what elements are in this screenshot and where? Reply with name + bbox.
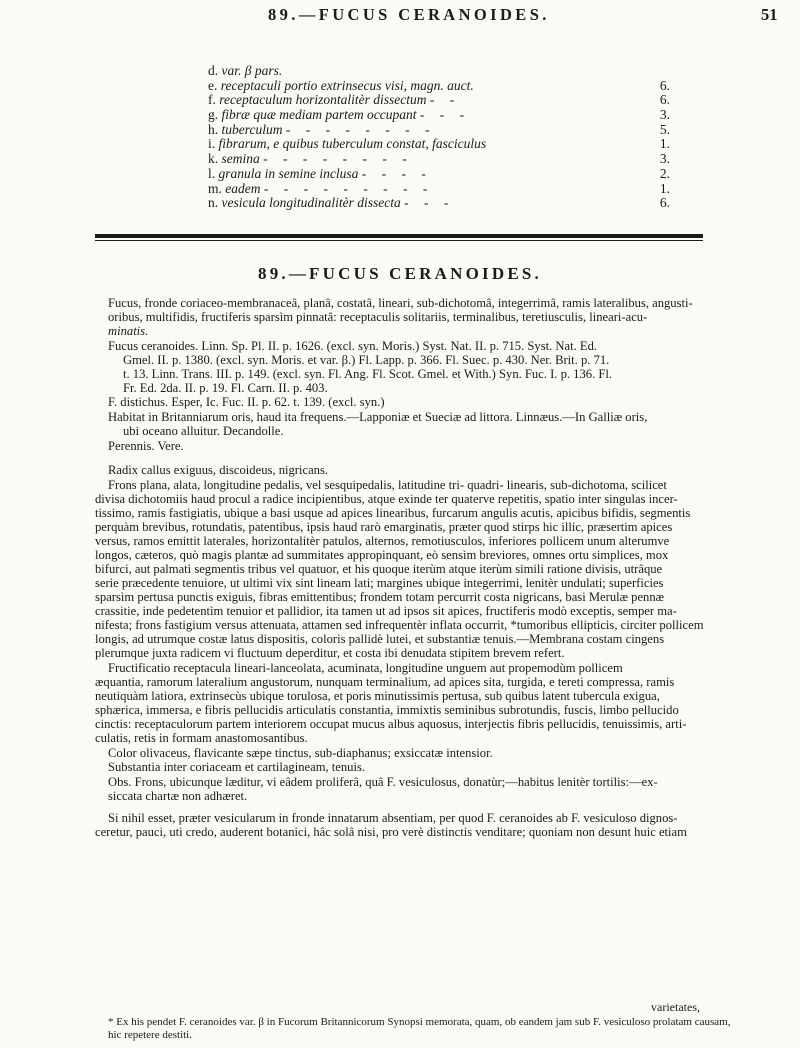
text-line: sparsìm pertusa punctis exiguis, fibras emittentibus; frondem totam percurrit costa nigricans, basi Merulæ pennæ xyxy=(95,590,665,604)
running-header xyxy=(0,3,800,31)
text-line: Si nihil esset, præter vesicularum in fronde innatarum absentiam, per quod F. ceranoides ab F. vesiculoso dignos- xyxy=(108,811,678,825)
key-item: k. semina - - - - - - - - 3. xyxy=(208,151,670,167)
text-line: Fructificatio receptacula lineari-lanceolata, acuminata, longitudine unguem aut propemodùm pollicem xyxy=(108,661,623,675)
text-line: ceretur, pauci, uti credo, auderent botanici, hâc solâ nisi, pro verè distinctis venditare; quoniam non desunt huic etiam xyxy=(95,825,687,839)
catchword: varietates, xyxy=(651,1000,700,1014)
text-line: crassitie, inde pedetentìm tenuior et pallidior, ita tamen ut ad ipsos sit apices, fructiferis modò exceptis, semper ma- xyxy=(95,604,677,618)
key-item: h. tuberculum - - - - - - - - 5. xyxy=(208,121,670,137)
footnote-line: * Ex his pendet F. ceranoides var. β in Fucorum Britannicorum Synopsi memorata, quam, ob eandem jam sub F. vesiculoso prolatam causam, xyxy=(108,1016,731,1028)
text-line: bifurci, aut palmati segmentis tribus vel quatuor, et his quoque iterùm atque iterùm simili ratione divisis, utrâque xyxy=(95,562,663,576)
text-line: ubi oceano alluitur. Decandolle. xyxy=(123,424,284,438)
footnote-line: hic repetere destiti. xyxy=(108,1029,192,1041)
text-line: Fr. Ed. 2da. II. p. 19. Fl. Carn. II. p. 403. xyxy=(123,381,328,395)
text-line: Frons plana, alata, longitudine pedalis, vel sesquipedalis, latitudine tri- quadri- linearis, sub-dichotoma, scilicet xyxy=(108,478,667,492)
text-line: plerumque juxta radicem vi fluctuum deperditur, et costa ibi denudata stipitem brevem refert. xyxy=(95,646,565,660)
key-item: m. eadem - - - - - - - - - 1. xyxy=(208,180,670,196)
text-line: Color olivaceus, flavicante sæpe tinctus, sub-diaphanus; exsiccatæ intensior. xyxy=(108,746,493,760)
text-line: Fucus, fronde coriaceo-membranaceâ, planâ, costatâ, lineari, sub-dichotomâ, integerrimâ, ramis lateralibus, angusti- xyxy=(108,296,693,310)
text-line: t. 13. Linn. Trans. III. p. 149. (excl. syn. Fl. Ang. Fl. Scot. Gmel. et With.) Syn. Fuc. I. p. 136. Fl. xyxy=(123,367,613,381)
text-line: F. distichus. Esper, Ic. Fuc. II. p. 62. t. 139. (excl. syn.) xyxy=(108,395,385,409)
text-line: Fucus ceranoides. Linn. Sp. Pl. II. p. 1626. (excl. syn. Moris.) Syst. Nat. II. p. 715. Syst. Nat. Ed. xyxy=(108,339,598,353)
text-line: sphærica, immersa, e fibris pellucidis articulatis constantia, immixtis seminibus subrotundis, fuscis, limbo pellucido xyxy=(95,703,679,717)
text-line: versus, ramos emittit laterales, horizontalitèr patulos, alternos, remotiusculos, inferiores pollicem unum alterumve xyxy=(95,534,670,548)
key-item: g. fibræ quæ mediam partem occupant - - - 3. xyxy=(208,107,670,123)
key-item: l. granula in semine inclusa - - - - 2. xyxy=(208,165,670,181)
key-item: n. vesicula longitudinalitèr dissecta - - - 6. xyxy=(208,195,670,211)
text-line: minatis. xyxy=(108,324,149,338)
section-title: 89.—FUCUS CERANOIDES. xyxy=(258,264,542,283)
text-line: neutiquàm latiora, extrinsecùs ubique torulosa, et poris minutissimis pertusa, sub quibus latent tubercula exigua, xyxy=(95,689,660,703)
plate-key-list xyxy=(208,64,668,211)
thick-divider-rule xyxy=(95,234,703,238)
key-item: d. var. β pars. xyxy=(208,63,283,78)
text-line: Obs. Frons, ubicunque læditur, vi eâdem proliferâ, quâ F. vesiculosus, donatùr;—habitus lenitèr tortilis:—ex- xyxy=(108,775,658,789)
text-line: culatis, retis in formam anastomosantibus. xyxy=(95,731,308,745)
key-item: i. fibrarum, e quibus tuberculum constat, fasciculus 1. xyxy=(208,136,670,152)
page-number: 51 xyxy=(761,5,778,24)
text-line: tissimo, ramis fastigiatis, ubique a basi usque ad apices linearibus, furcarum angulis acutis, apicibus bifidis, segmentis xyxy=(95,506,691,520)
text-line: Substantia inter coriaceam et cartilagineam, tenuis. xyxy=(108,760,366,774)
key-item: f. receptaculum horizontalitèr dissectum - - 6. xyxy=(208,92,670,108)
text-line: Habitat in Britanniarum oris, haud ita frequens.—Lapponiæ et Sueciæ ad littora. Linnæus.—In Galliæ oris, xyxy=(108,410,648,424)
text-line: cinctis: receptaculorum partem interiorem occupat mucus albus aquosus, interjectis fibris pellucidis, tenuissimis, arti- xyxy=(95,717,687,731)
text-line: divisa dichotomiis haud procul a radice incipientibus, atque exinde ter quaterve repetitis, spatio inter singulas incer- xyxy=(95,492,678,506)
text-line: perquàm brevibus, rotundatis, patentibus, ipsis haud rarò emarginatis, præter quod stirps hic illic, præsertim apices xyxy=(95,520,673,534)
text-line: longis, ad utrumque costæ latus dispositis, coloris pallidè lutei, et substantiæ tenuis.—Membrana costam cingens xyxy=(95,632,665,646)
text-line: oribus, multifidis, fructiferis sparsìm pinnatâ: receptaculis solitariis, terminalibus, teretiusculis, lineari-acu- xyxy=(108,310,648,324)
text-line: Perennis. Vere. xyxy=(108,439,184,453)
text-line: æquantia, ramorum lateralium angustorum, nunquam terminalium, ad apices sita, turgida, e tereti compressa, ramis xyxy=(95,675,675,689)
text-line: serie præcedente tenuiore, ut ultimi vix sint lineam lati; margines ubique integerrimi, lenitèr undulati; superficies xyxy=(95,576,664,590)
text-line: Radix callus exiguus, discoideus, nigricans. xyxy=(108,463,329,477)
text-line: siccata chartæ non adhæret. xyxy=(108,789,248,803)
text-line: longos, cæteros, quò magis plantæ ad summitates appropinquant, eò sensìm breviores, omnes ortu simplices, mox xyxy=(95,548,669,562)
running-title: 89.—FUCUS CERANOIDES. xyxy=(268,5,550,24)
text-line: Gmel. II. p. 1380. (excl. syn. Moris. et var. β.) Fl. Lapp. p. 366. Fl. Suec. p. 430. Ner. Brit. p. 71. xyxy=(123,353,610,367)
thin-divider-rule xyxy=(95,240,703,241)
text-line: nifesta; frons fastigium versus attenuata, attamen sed infrequentèr inflata occurrit, *tumoribus ellipticis, circiter pollicem xyxy=(95,618,704,632)
key-item: e. receptaculi portio extrinsecus visi, magn. auct. 6. xyxy=(208,77,670,93)
